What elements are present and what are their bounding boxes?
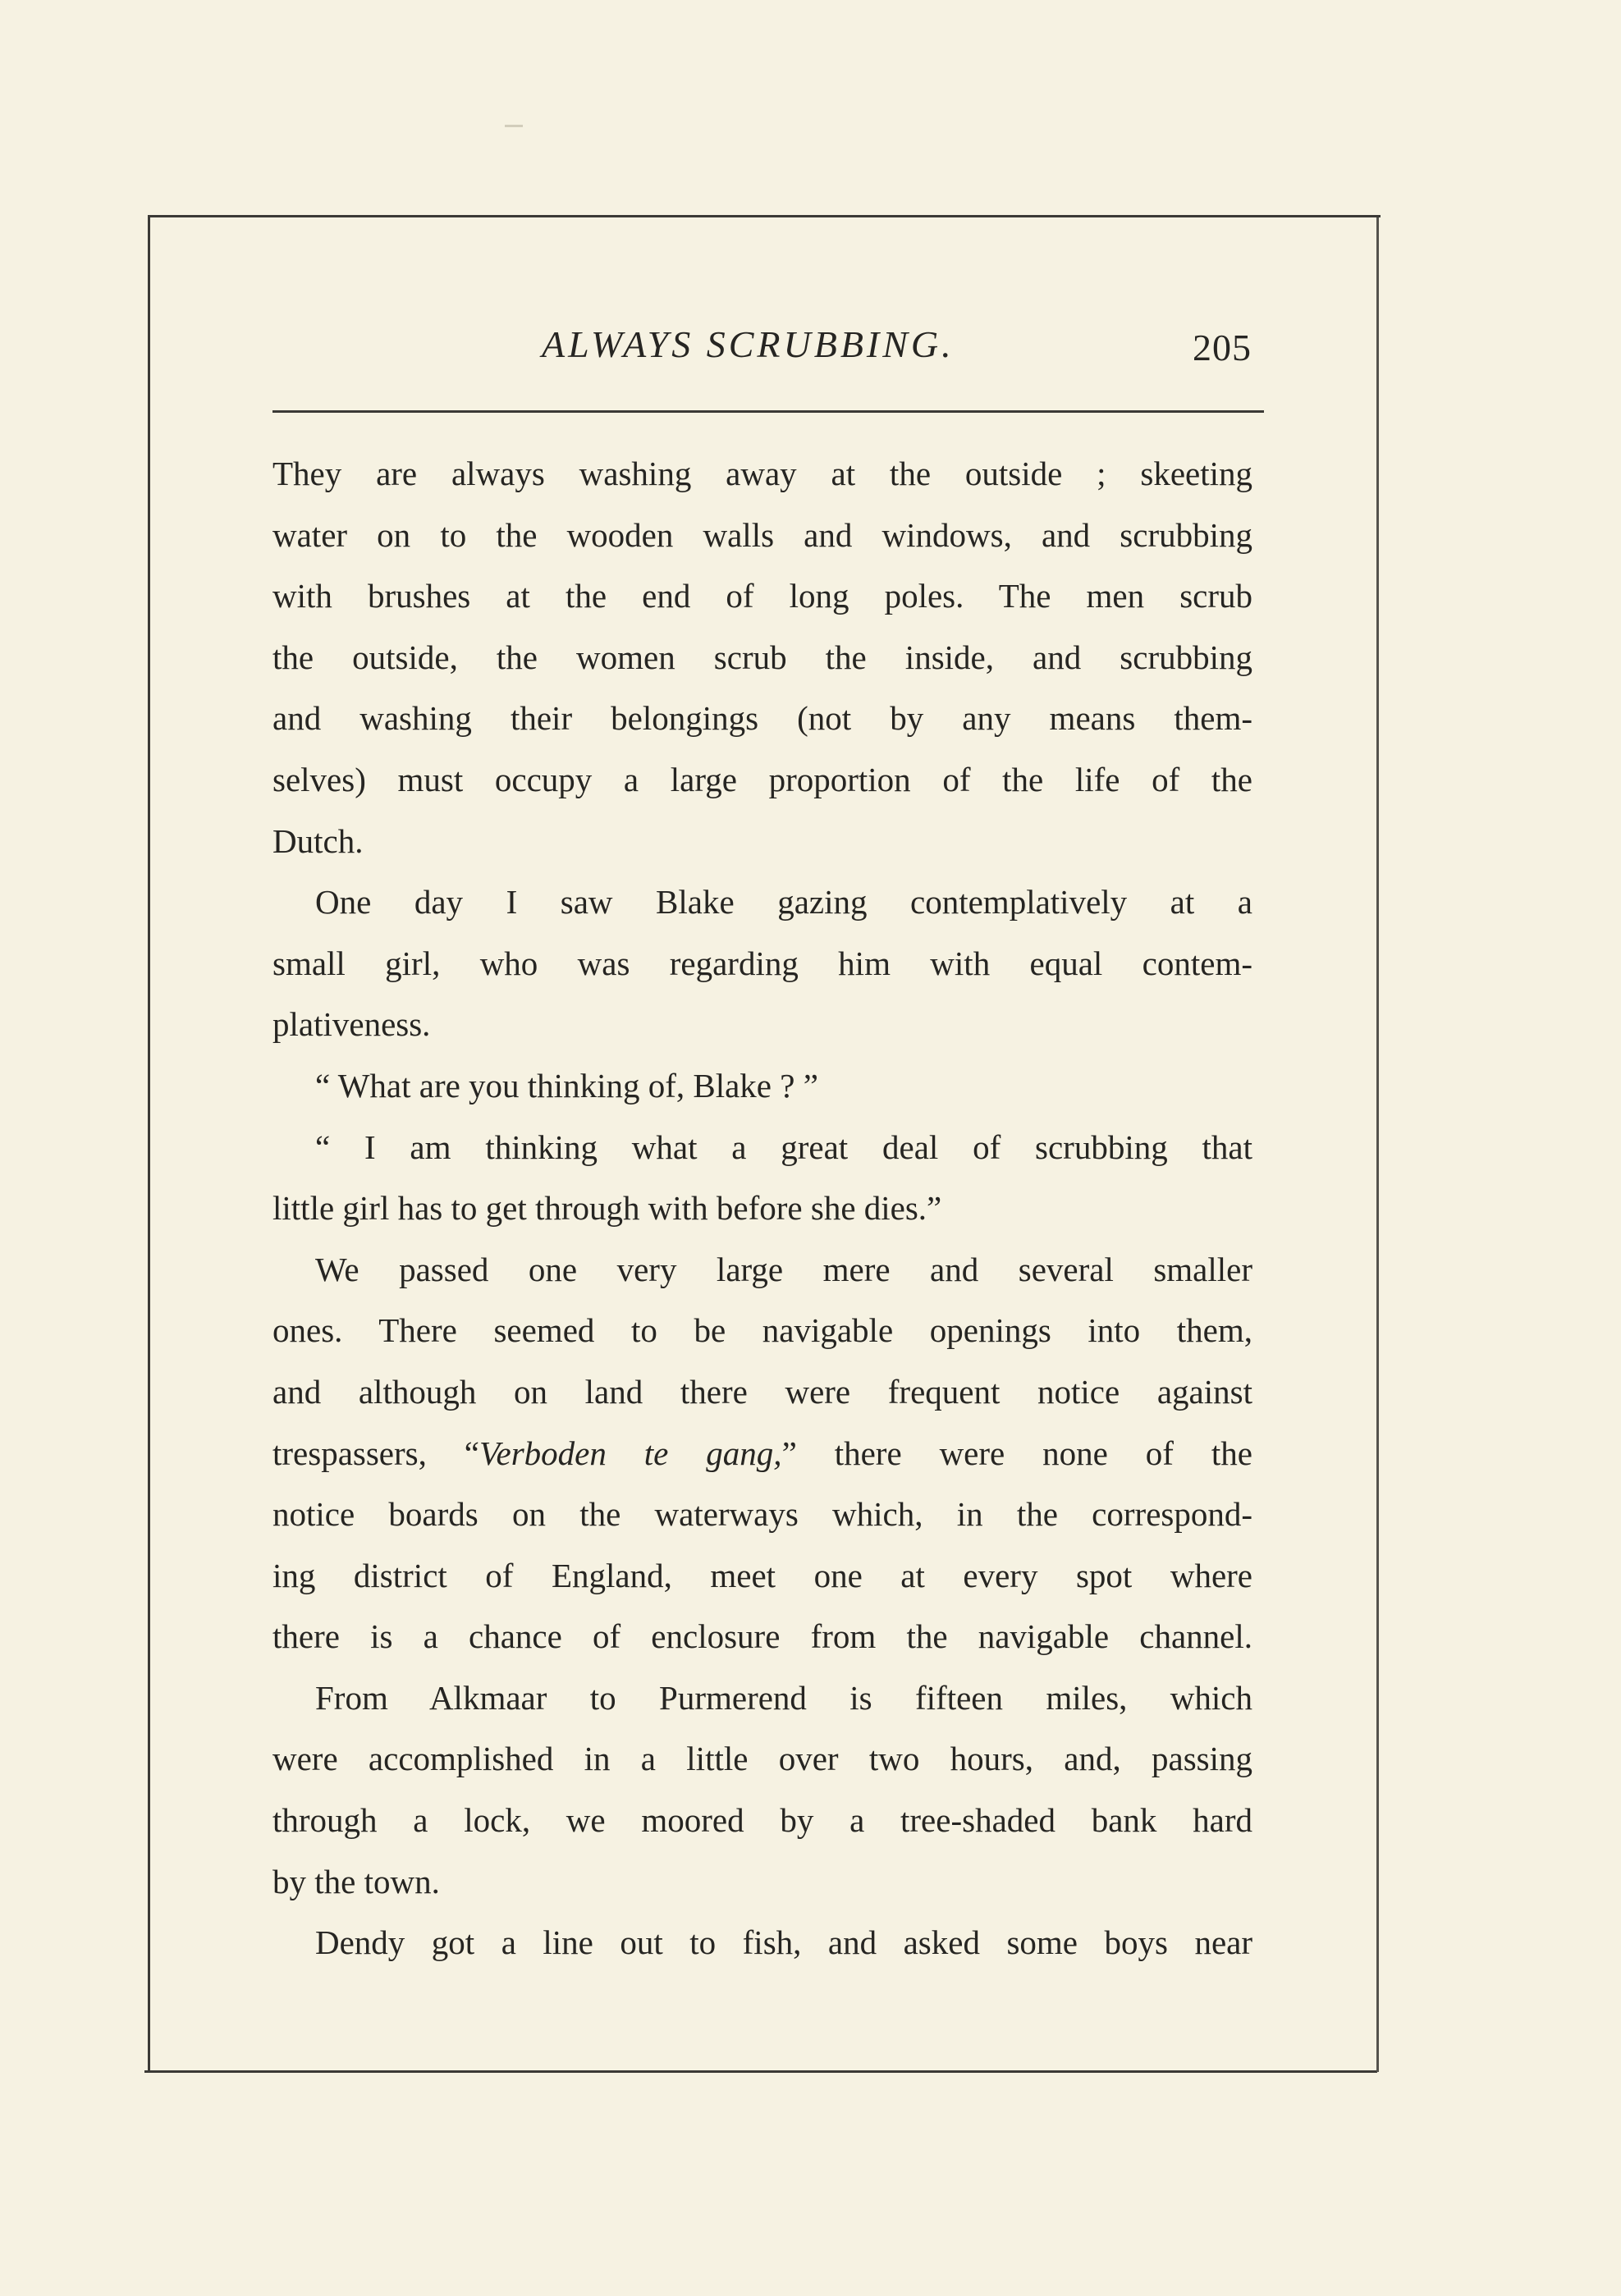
text-line: “ What are you thinking of, Blake ? ” [315, 1066, 818, 1105]
text-line: Dutch. [272, 821, 364, 860]
text-line: “ I am thinking what a great deal of scrubbing that [315, 1127, 1252, 1166]
stray-ink-mark [505, 125, 523, 127]
text-segment: ” there were none of the [781, 1434, 1252, 1472]
body-text [272, 443, 1252, 1974]
text-line: little girl has to get through with before she dies.” [272, 1189, 942, 1228]
text-line: and although on land there were frequent notice against [272, 1372, 1252, 1411]
text-line: by the town. [272, 1862, 440, 1900]
text-line: ones. There seemed to be navigable openings into them, [272, 1311, 1252, 1350]
frame-border-left [148, 215, 150, 2073]
text-line: They are always washing away at the outside ; skeeting [272, 455, 1252, 492]
text-line: the outside, the women scrub the inside, and scrubbing [272, 638, 1252, 676]
text-line: selves) must occupy a large proportion of the life of the [272, 760, 1252, 798]
text-line: From Alkmaar to Purmerend is fifteen miles, which [315, 1678, 1252, 1717]
text-line: One day I saw Blake gazing contemplatively at a [315, 883, 1252, 922]
text-line: We passed one very large mere and several smaller [315, 1250, 1252, 1288]
text-line: there is a chance of enclosure from the navigable channel. [272, 1617, 1252, 1656]
page-number: 205 [1193, 327, 1252, 368]
text-line: Dendy got a line out to fish, and asked some boys near [315, 1923, 1252, 1962]
frame-border-top [149, 215, 1381, 217]
text-line: notice boards on the waterways which, in the correspond- [272, 1495, 1252, 1534]
text-line: ing district of England, meet one at every spot where [272, 1556, 1252, 1594]
italic-phrase: Verboden te gang, [479, 1434, 782, 1472]
frame-border-bottom [144, 2070, 1377, 2073]
text-line-with-italic [272, 1423, 1252, 1484]
header-rule [272, 410, 1264, 413]
text-line: water on to the wooden walls and windows, and scrubbing [272, 515, 1252, 554]
text-line: through a lock, we moored by a tree-shaded bank hard [272, 1801, 1252, 1840]
text-line: plativeness. [272, 1005, 431, 1044]
text-line: small girl, who was regarding him with equal contem- [272, 944, 1252, 982]
running-head [271, 312, 1252, 377]
text-line: and washing their belongings (not by any means them- [272, 699, 1252, 738]
text-line: with brushes at the end of long poles. The men scrub [272, 577, 1252, 615]
text-segment: trespassers, “ [272, 1434, 479, 1472]
frame-border-right [1376, 217, 1379, 2072]
text-line: were accomplished in a little over two hours, and, passing [272, 1740, 1252, 1778]
running-title: ALWAYS SCRUBBING. [542, 323, 955, 365]
